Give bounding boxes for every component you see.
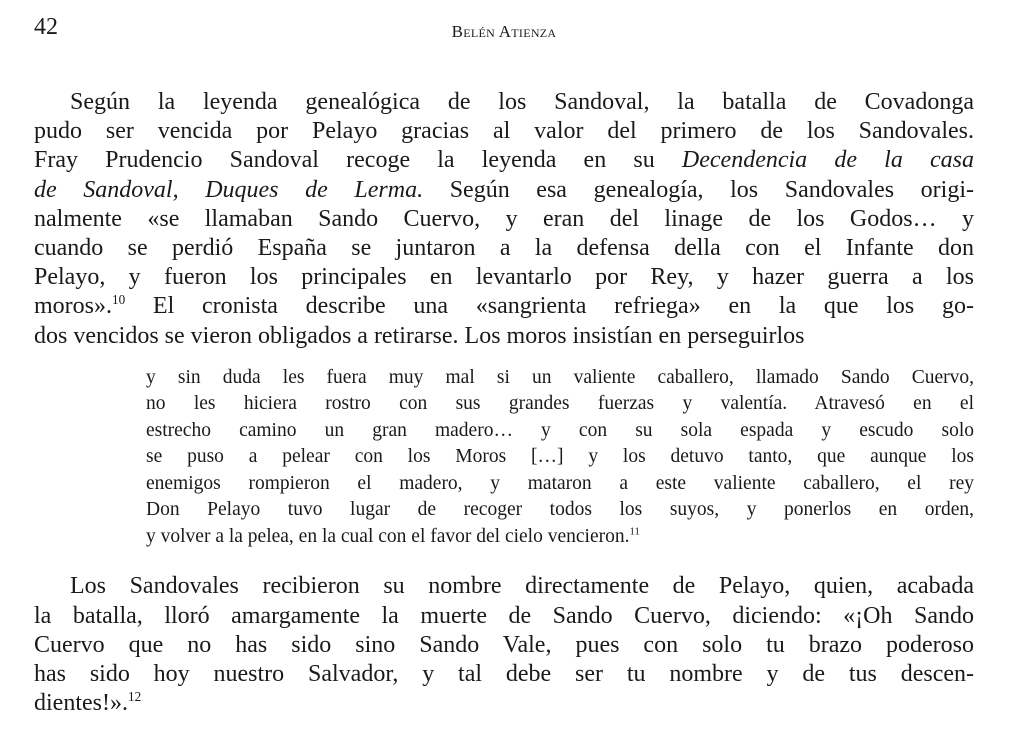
- text-line: la batalla, lloró amargamente la muerte de Sando Cuervo, diciendo: «¡Oh Sando: [34, 602, 974, 629]
- text-line: nalmente «se llamaban Sando Cuervo, y eran del linage de los Godos… y: [34, 205, 974, 232]
- spacer: [34, 550, 974, 572]
- text-line: Fray Prudencio Sandoval recoge la leyenda en su Decendencia de la casa: [34, 147, 975, 174]
- text-line: no les hiciera rostro con sus grandes fuerzas y valentía. Atravesó en el: [146, 393, 974, 415]
- text-line: has sido hoy nuestro Salvador, y tal debe ser tu nombre y de tus descen-: [34, 660, 974, 687]
- text-line: se puso a pelear con los Moros […] y los detuvo tanto, que aunque los: [146, 446, 974, 468]
- italic-title: Decendencia de la casa: [681, 147, 975, 174]
- text-line: Pelayo, y fueron los principales en levantarlo por Rey, y hazer guerra a los: [34, 264, 974, 291]
- footnote-marker[interactable]: 11: [629, 525, 640, 538]
- running-head: Belén Atienza: [451, 22, 557, 41]
- text-line: estrecho camino un gran madero… y con su sola espada y escudo solo: [146, 419, 974, 441]
- footnote-marker[interactable]: 10: [112, 292, 126, 308]
- text-line: Cuervo que no has sido sino Sando Vale, pues con solo tu brazo poderoso: [34, 631, 974, 658]
- text-line: cuando se perdió España se juntaron a la defensa della con el Infante don: [34, 235, 974, 262]
- text-line: y volver a la pelea, en la cual con el favor del cielo vencieron.$^{11}$: [146, 525, 640, 547]
- text-line: enemigos rompieron el madero, y mataron a este valiente caballero, el rey: [146, 472, 974, 494]
- paragraph-1: [34, 88, 974, 351]
- italic-title: de Sandoval, Duques de Lerma.: [34, 176, 424, 203]
- text-line: Los Sandovales recibieron su nombre directamente de Pelayo, quien, acabada: [70, 573, 974, 600]
- text-line: Don Pelayo tuvo lugar de recoger todos los suyos, y ponerlos en orden,: [146, 499, 974, 521]
- page-header: [34, 14, 974, 46]
- text-line: dos vencidos se vieron obligados a retirarse. Los moros insistían en perseguirlos: [34, 322, 805, 349]
- block-quote: [146, 365, 974, 551]
- text-line: y sin duda les fuera muy mal si un valiente caballero, llamado Sando Cuervo,: [146, 366, 974, 388]
- text-line: dientes!».$^{12}$: [34, 689, 142, 717]
- text-line: Según la leyenda genealógica de los Sandoval, la batalla de Covadonga: [70, 89, 974, 115]
- text-line: de Sandoval, Duques de Lerma. Según esa genealogía, los Sandovales origi-: [34, 176, 974, 203]
- page-number: 42: [34, 14, 58, 40]
- text-line: pudo ser vencida por Pelayo gracias al valor del primero de los Sandovales.: [34, 118, 974, 145]
- footnote-marker[interactable]: 12: [127, 689, 142, 705]
- paragraph-2: [34, 572, 974, 718]
- main-text: [34, 88, 974, 718]
- text-line: moros».$^{10}$ El cronista describe una «sangrienta refriega» en la que los go-: [34, 292, 974, 320]
